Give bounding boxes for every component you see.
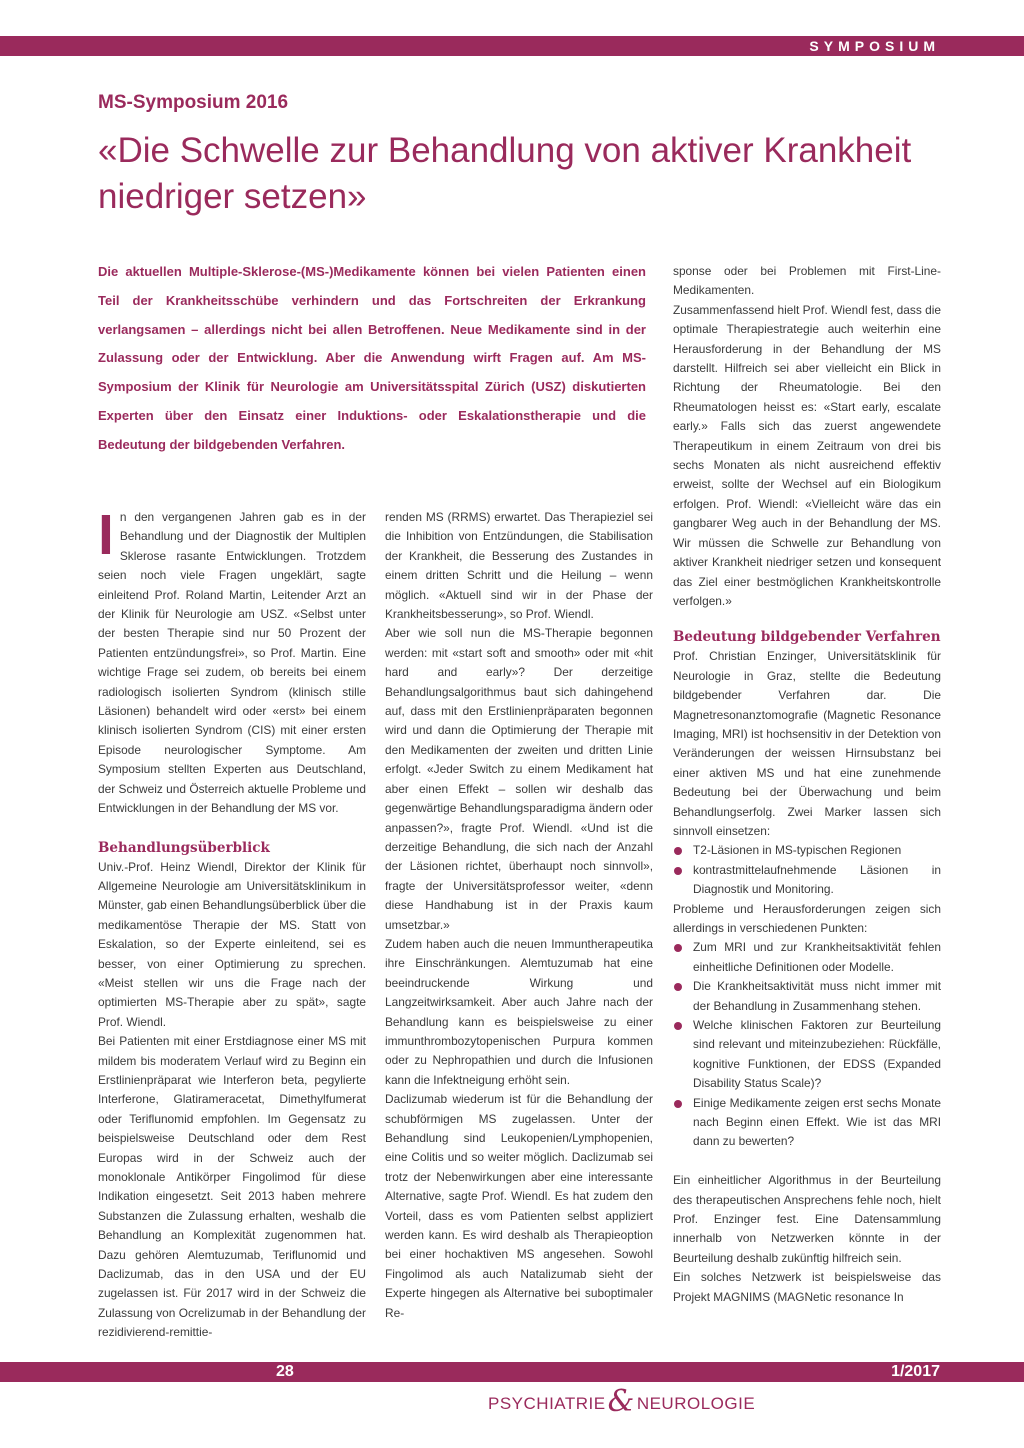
journal-logo xyxy=(488,1384,755,1419)
page-number: 28 xyxy=(276,1363,294,1380)
subhead-bildgebende-verfahren: Bedeutung bildgebender Verfahren xyxy=(673,629,941,646)
paragraph: sponse oder bei Problemen mit First-Line-Medikamenten. xyxy=(673,264,941,298)
journal-name-left: PSYCHIATRIE xyxy=(488,1394,606,1413)
footer-bar xyxy=(0,1362,1024,1382)
marker-list xyxy=(673,841,941,899)
journal-ampersand: & xyxy=(607,1384,635,1419)
subhead-behandlungsueberblick: Behandlungsüberblick xyxy=(98,839,270,856)
list-item: Zum MRI und zur Krankheitsaktivität fehlen einheitliche Definitionen oder Modelle. xyxy=(673,938,941,977)
article-lead: Die aktuellen Multiple-Sklerose-(MS-)Medikamente können bei vielen Patienten einen Teil der Krankheitsschübe verhindern und das Fortschreiten der Erkrankung verlangsamen – allerdings nicht bei allen Betroffenen. Neue Medikamente sind in der Zulassung oder der Entwicklung. Aber die Anwendung wirft Fragen auf. Am MS-Symposium der Klinik für Neurologie am Universitätsspital Zürich (USZ) diskutierten Experten über den Einsatz einer Induktions- oder Eskalationstherapie und die Bedeutung der bildgebenden Verfahren. xyxy=(98,264,646,452)
list-item: Die Krankheitsaktivität muss nicht immer mit der Behandlung in Zusammenhang stehen. xyxy=(673,977,941,1016)
paragraph: renden MS (RRMS) erwartet. Das Therapieziel sei die Inhibition von Entzündungen, die Stabilisation der Krankheit, die Besserung des Zustandes in einem dritten Schritt und die Heilung – wenn möglich. «Aktuell sind wir in der Phase der Krankheitsbesserung», so Prof. Wiendl. xyxy=(385,510,653,622)
paragraph: Daclizumab wiederum ist für die Behandlung der schubförmigen MS zugelassen. Unter der Behandlung sind Leukopenien/Lymphopenien, eine Colitis und so weiter möglich. Daclizumab sei trotz der Nebenwirkungen aber eine interessante Alternative, sagte Prof. Wiendl. Es hat zudem den Vorteil, dass es vom Patienten selbst appliziert werden kann. Es wird deshalb als Therapieoption bei einer hochaktiven MS angesehen. Sowohl Fingolimod als auch Natalizumab sieht der Experte hingegen als Alternative bei suboptimaler Re- xyxy=(385,1092,653,1320)
column-1 xyxy=(98,503,366,1343)
column-3 xyxy=(673,262,941,1307)
paragraph: Bei Patienten mit einer Erstdiagnose einer MS mit mildem bis moderatem Verlauf wird zu Beginn ein Erstlinienpräparat wie Interferon beta, pegylierte Interferone, Glatirameracetat, Dimethylfumerat oder Teriflunomid empfohlen. Im Gegensatz zu beispielsweise Deutschland oder dem Rest Europas wird in der Schweiz auch der monoklonale Antikörper Fingolimod für diese Indikation eingesetzt. Seit 2013 haben mehrere Substanzen die Zulassung erhalten, weshalb die Behandlung an Komplexität zugenommen hat. Dazu gehören Alemtuzumab, Teriflunomid und Daclizumab, das in den USA und der EU zugelassen ist. Für 2017 wird in der Schweiz die Zulassung von Ocrelizumab in der Behandlung der rezidivierend-remittie- xyxy=(98,1034,366,1340)
paragraph: Aber wie soll nun die MS-Therapie begonnen werden: mit «start soft and smooth» oder mit «hit hard and early»? Der derzeitige Behandlungsalgorithmus baut sich dahingehend auf, dass mit den Erstlinienpräparaten begonnen wird und dann die Optimierung der Therapie mit den Medikamenten der zweiten und dritten Linie erfolgt. «Jeder Switch zu einem Medikament hat aber einen Effekt – sollen wir deshalb das gegenwärtige Behandlungsparadigma ändern oder anpassen?», fragte Prof. Wiendl. «Und ist die derzeitige Behandlung, die sich nach der Anzahl der Läsionen richtet, überhaupt noch sinnvoll», fragte der Universitätsprofessor weiter, «denn diese Handhabung ist in der Praxis kaum umsetzbar.» xyxy=(385,626,653,932)
drop-cap: I xyxy=(98,503,114,567)
list-item: Einige Medikamente zeigen erst sechs Monate nach Beginn einen Effekt. Wie ist das MRI dann zu bewerten? xyxy=(673,1094,941,1152)
section-label: SYMPOSIUM xyxy=(809,38,940,54)
issue-number: 1/2017 xyxy=(891,1363,940,1380)
paragraph: Ein solches Netzwerk ist beispielsweise das Projekt MAGNIMS (MAGNetic resonance In xyxy=(673,1270,941,1304)
article-kicker: MS-Symposium 2016 xyxy=(98,92,289,113)
spacer xyxy=(673,1152,941,1171)
paragraph: Univ.-Prof. Heinz Wiendl, Direktor der Klinik für Allgemeine Neurologie am Universitätsklinikum in Münster, gab einen Behandlungsüberblick über die medikamentöse Therapie der MS. Statt von Eskalation, so der Experte einleitend, sei es besser, von einer Optimierung zu sprechen. «Meist stellen wir uns die Frage nach der optimierten MS-Therapie aber zu spät», sagte Prof. Wiendl. xyxy=(98,859,366,1029)
paragraph: Probleme und Herausforderungen zeigen sich allerdings in verschiedenen Punkten: xyxy=(673,901,941,935)
list-item: kontrastmittelaufnehmende Läsionen in Diagnostik und Monitoring. xyxy=(673,861,941,900)
paragraph: Prof. Christian Enzinger, Universitätsklinik für Neurologie in Graz, stellte die Bedeutung bildgebender Verfahren dar. Die Magnetresonanztomografie (Magnetic Resonance Imaging, MRI) ist hochsensitiv in der Detektion von Veränderungen der weissen Hirnsubstanz bei einer aktiven MS und hat eine zunehmende Bedeutung bei der Überwachung und beim Behandlungserfolg. Zwei Marker lassen sich sinnvoll einsetzen: xyxy=(673,649,941,838)
article-title: «Die Schwelle zur Behandlung von aktiver Krankheit niedriger setzen» xyxy=(98,131,912,216)
header-bar xyxy=(0,36,1024,56)
list-item: T2-Läsionen in MS-typischen Regionen xyxy=(673,841,941,860)
column-2 xyxy=(385,508,653,1323)
paragraph: Zudem haben auch die neuen Immuntherapeutika ihre Einschränkungen. Alemtuzumab hat eine beeindruckende Wirkung und Langzeitwirksamkeit. Aber auch Jahre nach der Behandlung kann es beispielsweise zu einer immunthrombozytopenischen Purpura kommen oder zu Nephropathien und durch die Infusionen kann die Infektneigung erhöht sein. xyxy=(385,936,653,1087)
problem-list xyxy=(673,938,941,1151)
intro-text: n den vergangenen Jahren gab es in der Behandlung und der Diagnostik der Multiplen Sklerose rasante Entwicklungen. Trotzdem seien noch viele Fragen ungeklärt, sagte einleitend Prof. Roland Martin, Leitender Arzt an der Klinik für Neurologie am USZ. «Selbst unter der besten Therapie sind nur 50 Prozent der Patienten entzündungsfrei», so Prof. Martin. Eine wichtige Frage sei zudem, ob bereits bei einem radiologisch isolierten Syndrom (klinisch stille Läsionen) behandelt wird oder «erst» bei einem klinisch isolierten Syndrom (CIS) mit einer ersten Episode neurologischer Symptome. Am Symposium stellten Experten aus Deutschland, der Schweiz und Österreich aktuelle Probleme und Entwicklungen in der Behandlung der MS vor. xyxy=(98,510,366,816)
list-item: Welche klinischen Faktoren zur Beurteilung sind relevant und miteinzubeziehen: Rückfälle, kognitive Funktionen, der EDSS (Expanded Disability Status Scale)? xyxy=(673,1016,941,1094)
intro-paragraph xyxy=(98,503,366,819)
paragraph: Zusammenfassend hielt Prof. Wiendl fest, dass die optimale Therapiestrategie auch weiterhin eine Herausforderung in der Behandlung der MS darstellt. Hilfreich sei aber vielleicht ein Blick in Richtung der Rheumatologie. Bei den Rheumatologen heisst es: «Start early, escalate early.» Falls sich das zuerst angewendete Therapeutikum in einem Zeitraum von drei bis sechs Monaten als nicht ausreichend effektiv erweist, sollte der Wechsel auf ein Biologikum erfolgen. Prof. Wiendl: «Vielleicht wäre das ein gangbarer Weg auch in der Behandlung der MS. Wir müssen die Schwelle zur Behandlung von aktiver Krankheit niedriger setzen und konsequent das Ziel einer bestmöglichen Krankheitskontrolle verfolgen.» xyxy=(673,302,941,608)
paragraph: Ein einheitlicher Algorithmus in der Beurteilung des therapeutischen Ansprechens fehle noch, hielt Prof. Enzinger fest. Eine Datensammlung innerhalb von Netzwerken könnte in der Beurteilung deshalb zukünftig hilfreich sein. xyxy=(673,1173,941,1265)
journal-name-right: NEUROLOGIE xyxy=(636,1394,756,1413)
